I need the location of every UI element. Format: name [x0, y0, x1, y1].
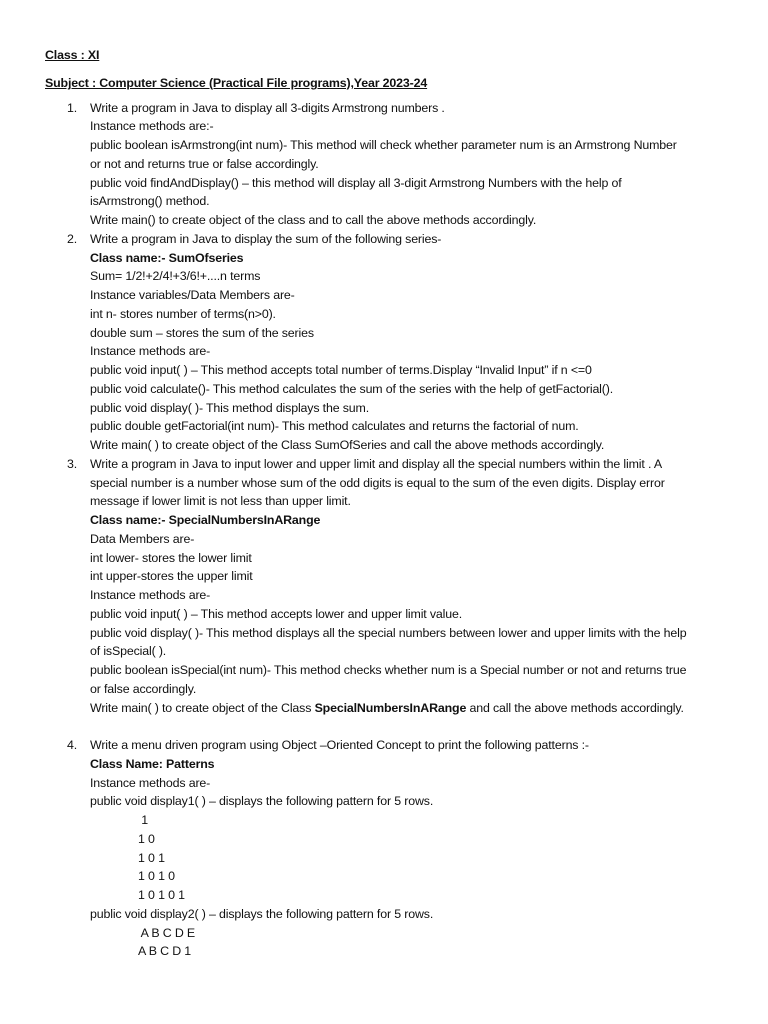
question-text: public void input( ) – This method accepts lower and upper limit value.: [90, 606, 463, 621]
question-text: public void findAndDisplay() – this method will display all 3-digit Armstrong Numbers with the help of: [90, 175, 622, 190]
question-3: [45, 455, 735, 718]
main-instruction: [90, 699, 735, 718]
pattern-row: 1: [138, 813, 149, 827]
question-text: Instance variables/Data Members are-: [90, 288, 295, 302]
question-text: Instance methods are-: [90, 588, 211, 602]
question-text: Data Members are-: [90, 531, 195, 546]
question-text: Write main( ) to create object of the Class SumOfSeries and call the above methods accordingly.: [90, 438, 605, 452]
question-text: Write a program in Java to display all 3-digits Armstrong numbers .: [90, 100, 445, 115]
question-list: [45, 99, 735, 962]
question-text: public boolean isArmstrong(int num)- This method will check whether parameter num is an Armstrong Number: [90, 138, 677, 152]
question-number: 3.: [67, 456, 78, 471]
question-number: 1.: [67, 100, 78, 115]
class-name-inline: SpecialNumbersInARange: [314, 700, 467, 715]
question-text: Write a program in Java to input lower and upper limit and display all the special numbers within the limit . A: [90, 456, 662, 471]
pattern-row: 1 0 1: [138, 850, 165, 865]
question-text: Write main() to create object of the class and to call the above methods accordingly.: [90, 213, 537, 227]
class-name-label: Class name:- SumOfseries: [90, 250, 244, 265]
pattern-row: 1 0 1 0 1: [138, 888, 185, 902]
pattern-row: A B C D 1: [138, 944, 192, 959]
question-text: message if lower limit is not less than upper limit.: [90, 494, 351, 509]
class-name-label: Class Name: Patterns: [90, 756, 215, 771]
question-text: public void display( )- This method displays the sum.: [90, 400, 369, 415]
question-text: int upper-stores the upper limit: [90, 569, 253, 584]
pattern-row: 1 0 1 0: [138, 869, 175, 884]
question-text: double sum – stores the sum of the series: [90, 325, 314, 340]
question-1: [45, 99, 735, 230]
question-text: Instance methods are-: [90, 775, 211, 790]
question-text: or false accordingly.: [90, 681, 197, 696]
class-heading: Class : XI: [45, 48, 100, 62]
question-text: public void input( ) – This method accepts total number of terms.Display “Invalid Input” if n <=0: [90, 363, 592, 377]
subject-heading: Subject : Computer Science (Practical File programs),Year 2023-24: [45, 75, 428, 90]
series-formula: Sum= 1/2!+2/4!+3/6!+....n terms: [90, 269, 261, 284]
question-text: int n- stores number of terms(n>0).: [90, 306, 276, 321]
question-text: Write a menu driven program using Object –Oriented Concept to print the following patterns :-: [90, 738, 589, 752]
question-4: [45, 736, 735, 961]
question-text: public boolean isSpecial(int num)- This method checks whether num is a Special number or not and returns true: [90, 663, 687, 677]
question-number: 4.: [67, 738, 78, 752]
question-text: public void display2( ) – displays the following pattern for 5 rows.: [90, 906, 434, 921]
document-body: [45, 46, 735, 961]
question-text: public void display1( ) – displays the following pattern for 5 rows.: [90, 794, 434, 809]
blank-line: [45, 717, 735, 736]
question-text: special number is a number whose sum of the odd digits is equal to the sum of the even digits. Display error: [90, 475, 665, 490]
question-text: public double getFactorial(int num)- This method calculates and returns the factorial of num.: [90, 419, 579, 434]
question-text: isArmstrong() method.: [90, 194, 210, 209]
question-text: public void display( )- This method displays all the special numbers between lower and upper limits with the help: [90, 625, 687, 640]
question-text: int lower- stores the lower limit: [90, 550, 252, 565]
question-text: of isSpecial( ).: [90, 644, 167, 659]
pattern-row: 1 0: [138, 831, 155, 846]
main-instruction-end: and call the above methods accordingly.: [466, 700, 684, 715]
question-text: public void calculate()- This method calculates the sum of the series with the help of getFactorial().: [90, 381, 614, 396]
question-text: Instance methods are-: [90, 344, 211, 359]
question-text: or not and returns true or false accordingly.: [90, 156, 319, 171]
main-instruction-start: Write main( ) to create object of the Class: [90, 700, 315, 715]
question-number: 2.: [67, 231, 78, 246]
class-name-label: Class name:- SpecialNumbersInARange: [90, 513, 321, 527]
question-text: Instance methods are:-: [90, 119, 214, 134]
question-text: Write a program in Java to display the sum of the following series-: [90, 231, 442, 246]
pattern-row: A B C D E: [138, 925, 196, 940]
question-2: [45, 230, 735, 455]
